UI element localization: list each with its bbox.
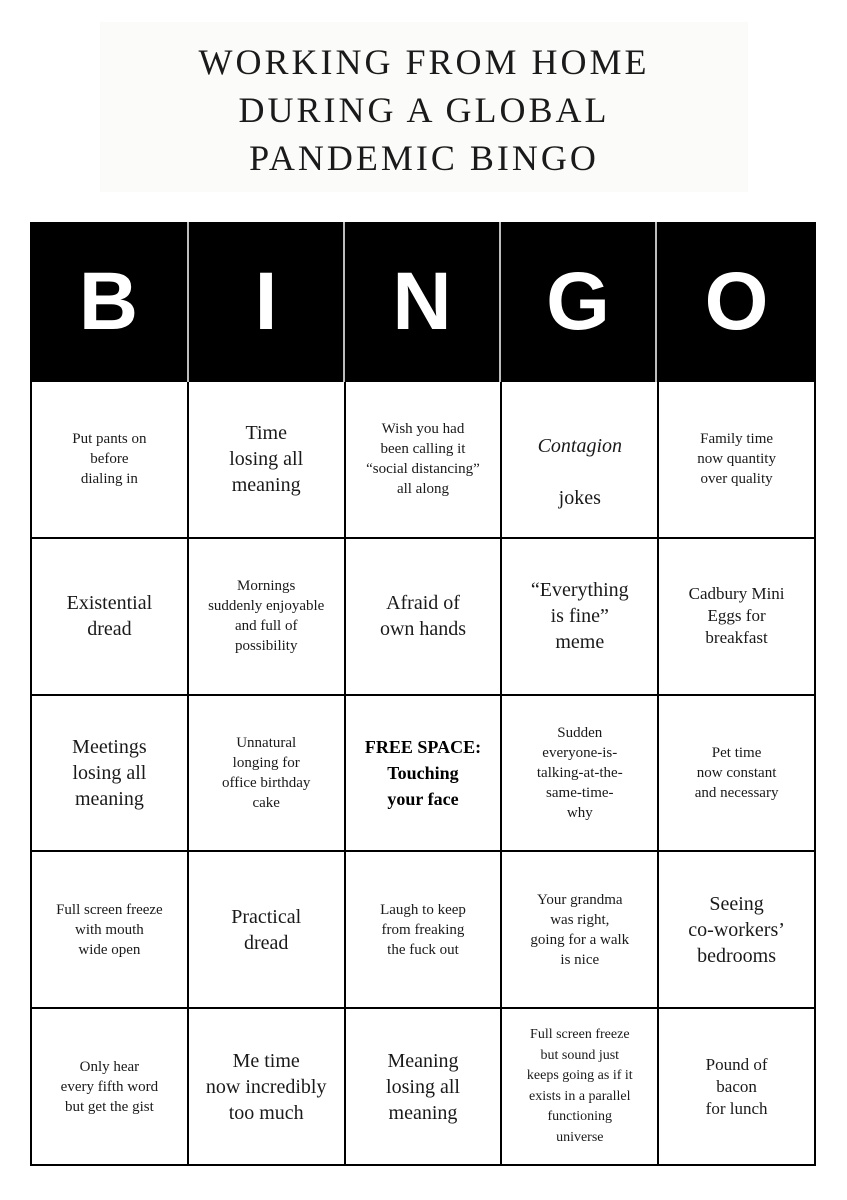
square-text: Only hear every fifth word but get the gist: [60, 1058, 159, 1115]
bingo-grid: [32, 382, 814, 1164]
header-letter-b: B: [78, 256, 139, 347]
square-text: Me time now incredibly too much: [205, 1049, 327, 1124]
bingo-square[interactable]: [659, 696, 814, 851]
header-letter-i: I: [254, 256, 278, 347]
title-block: [100, 22, 748, 192]
bingo-square[interactable]: [346, 382, 501, 537]
square-text: Mornings suddenly enjoyable and full of possibility: [208, 578, 325, 655]
square-text: Family time now quantity over quality: [697, 431, 776, 488]
bingo-header-row: [30, 222, 816, 382]
bingo-square[interactable]: [32, 382, 187, 537]
bingo-square[interactable]: [659, 1009, 814, 1164]
page-title-line-2: DURING A GLOBAL: [238, 90, 610, 130]
bingo-square[interactable]: [659, 852, 814, 1007]
bingo-board: [30, 222, 816, 1166]
square-text-rest: jokes: [558, 487, 601, 510]
square-text: Sudden everyone-is- talking-at-the- same-time- why: [536, 724, 623, 821]
header-letter-n: N: [392, 256, 452, 347]
square-text: Cadbury Mini Eggs for breakfast: [688, 584, 785, 648]
square-text-italic: Contagion: [537, 435, 623, 458]
bingo-square[interactable]: [346, 539, 501, 694]
free-space-square[interactable]: [346, 696, 501, 851]
square-text: Meetings losing all meaning: [72, 735, 147, 810]
square-text: Put pants on before dialing in: [72, 431, 147, 488]
bingo-square[interactable]: [189, 382, 344, 537]
header-letter-o: O: [704, 256, 769, 347]
bingo-square[interactable]: [502, 852, 657, 1007]
bingo-square[interactable]: [189, 696, 344, 851]
bingo-square[interactable]: [346, 1009, 501, 1164]
bingo-square[interactable]: [32, 696, 187, 851]
square-text: Meaning losing all meaning: [386, 1049, 460, 1124]
square-text: Your grandma was right, going for a walk is nice: [530, 891, 630, 968]
square-text: “Everything is fine” meme: [530, 579, 629, 654]
header-letter-g: G: [546, 256, 610, 347]
square-text: Afraid of own hands: [379, 592, 467, 641]
bingo-square[interactable]: [659, 382, 814, 537]
square-text: Laugh to keep from freaking the fuck out: [380, 901, 466, 958]
bingo-square[interactable]: [502, 539, 657, 694]
square-text: Full screen freeze but sound just keeps going as if it exists in a parallel functioning universe: [526, 1027, 633, 1145]
square-text: Time losing all meaning: [229, 422, 304, 497]
bingo-square[interactable]: [346, 852, 501, 1007]
bingo-square[interactable]: [32, 1009, 187, 1164]
square-text: Pound of bacon for lunch: [705, 1054, 768, 1118]
bingo-square[interactable]: [32, 539, 187, 694]
bingo-square[interactable]: [189, 852, 344, 1007]
bingo-square[interactable]: [502, 696, 657, 851]
page-title-line-1: WORKING FROM HOME: [198, 42, 650, 82]
bingo-square[interactable]: [32, 852, 187, 1007]
square-text: Pet time now constant and necessary: [694, 744, 779, 801]
square-text: Unnatural longing for office birthday cake: [221, 734, 311, 811]
square-text: Seeing co-workers’ bedrooms: [688, 892, 785, 967]
bingo-square[interactable]: [502, 382, 657, 537]
square-text: FREE SPACE: Touching your face: [364, 736, 482, 809]
bingo-square[interactable]: [659, 539, 814, 694]
square-text: Full screen freeze with mouth wide open: [56, 901, 163, 958]
square-text: [538, 407, 622, 511]
bingo-square[interactable]: [189, 539, 344, 694]
bingo-square[interactable]: [502, 1009, 657, 1164]
square-text: Wish you had been calling it “social distancing” all along: [366, 421, 480, 498]
page-title-line-3: PANDEMIC BINGO: [249, 138, 599, 178]
bingo-square[interactable]: [189, 1009, 344, 1164]
square-text: Existential dread: [66, 592, 153, 641]
square-text: Practical dread: [231, 905, 302, 954]
